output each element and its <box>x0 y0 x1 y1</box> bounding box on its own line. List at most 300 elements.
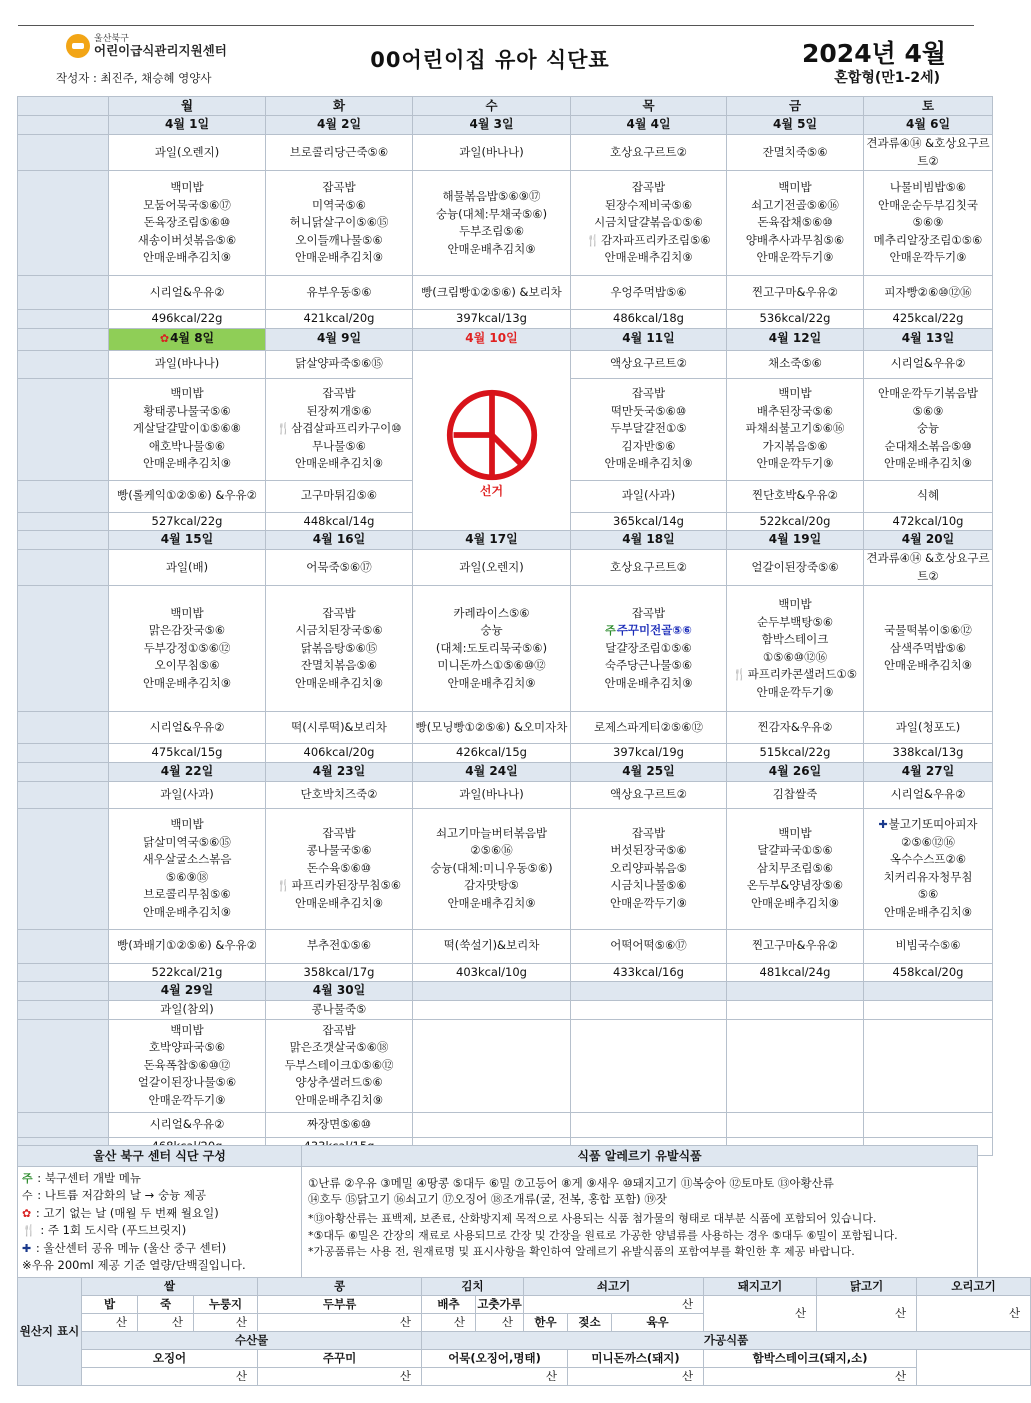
lunch-item: 허니닭살구이⑤⑥⑮ <box>289 215 389 230</box>
origin-sub-squid: 오징어 <box>82 1350 258 1368</box>
lunch-item: 백미밥 <box>778 597 812 611</box>
morning-snack-cell <box>727 1001 864 1020</box>
bukgu-menu-icon: 주 <box>22 1172 33 1185</box>
lunch-item: 양상추샐러드⑤⑥ <box>295 1075 383 1090</box>
lunch-item: 두부스테이크①⑤⑥⑫ <box>284 1057 394 1072</box>
date-cell: 4월 6일 <box>864 116 993 135</box>
origin-porridge-value: 산 <box>138 1314 194 1332</box>
row-label-afternoon <box>18 929 109 963</box>
lunch-item: 안매운배추김치⑨ <box>883 904 973 919</box>
lunch-cell <box>727 808 864 929</box>
lunch-cell <box>864 586 993 712</box>
allergy-info <box>302 1146 977 1279</box>
lunch-item: 새송이버섯볶음⑤⑥ <box>137 232 237 247</box>
row-label-morning <box>18 550 109 586</box>
origin-squid-value: 산 <box>82 1368 258 1386</box>
morning-snack-cell: 호상요구르트② <box>571 135 727 171</box>
kcal-cell: 515kcal/22g <box>727 744 864 763</box>
menu-legend <box>18 1146 302 1279</box>
legend-note: ※우유 200ml 제공 기준 열량/단백질입니다. <box>22 1258 246 1273</box>
morning-snack-cell: 과일(바나나) <box>413 135 571 171</box>
lunch-item <box>866 816 990 834</box>
legend-item <box>22 1205 297 1222</box>
row-label-date <box>18 762 109 781</box>
lunch-item: ②⑤⑥⑫⑯ <box>901 834 955 849</box>
lunch-item: 콩나물국⑤⑥ <box>306 843 372 858</box>
lunch-cell <box>571 171 727 276</box>
lunch-item-text: 주꾸미전골⑤⑥ <box>616 623 692 638</box>
dosirak-icon: 🍴 <box>276 879 291 893</box>
origin-group-duck: 오리고기 <box>917 1278 1031 1296</box>
lunch-item: 안매운깍두기⑨ <box>756 456 834 471</box>
lunch-item: 숭늉 <box>480 623 503 638</box>
kcal-cell: 338kcal/13g <box>864 744 993 763</box>
lunch-item: 김자반⑤⑥ <box>621 438 676 453</box>
meatless-day-icon: ✿ <box>159 332 170 346</box>
date-cell: 4월 22일 <box>109 762 266 781</box>
date-cell: 4월 20일 <box>864 531 993 550</box>
vote-stamp-icon <box>444 387 540 483</box>
lunch-item: 국물떡볶이⑤⑥⑫ <box>884 623 972 638</box>
lunch-item: 버섯된장국⑤⑥ <box>610 843 687 858</box>
row-label-kcal <box>18 512 109 531</box>
afternoon-snack-cell: 로제스파게티②⑤⑥⑫ <box>571 712 727 744</box>
afternoon-snack-cell: 시리얼&우유② <box>109 276 266 310</box>
lunch-cell <box>413 171 571 276</box>
row-label-lunch <box>18 586 109 712</box>
lunch-item: 해물볶음밥⑤⑥⑨⑰ <box>442 189 541 203</box>
morning-snack-cell <box>571 1001 727 1020</box>
lunch-item: 맑은감잣국⑤⑥ <box>148 623 226 638</box>
morning-snack-cell: 브로콜리당근죽⑤⑥ <box>266 135 413 171</box>
lunch-cell <box>571 808 727 929</box>
row-label-kcal <box>18 744 109 763</box>
lunch-item: 숭늉(대체:미니우동⑤⑥) <box>430 860 553 875</box>
lunch-item: 안매운깍두기⑨ <box>756 684 834 699</box>
date-cell: 4월 5일 <box>727 116 864 135</box>
lunch-item: 얼갈이된장나물⑤⑥ <box>137 1075 237 1090</box>
lunch-item: 시금치달걀볶음①⑤⑥ <box>594 215 703 230</box>
kcal-cell: 522kcal/21g <box>109 963 266 982</box>
row-label-date <box>18 982 109 1001</box>
origin-group-pork: 돼지고기 <box>704 1278 817 1296</box>
kcal-cell: 522kcal/20g <box>727 512 864 531</box>
year-month: 2024년 4월 <box>802 39 946 68</box>
lunch-cell <box>266 586 413 712</box>
date-cell: 4월 19일 <box>727 531 864 550</box>
dosirak-icon: 🍴 <box>22 1224 36 1238</box>
lunch-item: 닭볶음탕⑤⑥⑮ <box>300 640 378 655</box>
corner-cell <box>18 97 109 116</box>
lunch-item: 백미밥 <box>778 386 812 401</box>
afternoon-snack-cell: 우엉주먹밥⑤⑥ <box>571 276 727 310</box>
date-cell <box>727 982 864 1001</box>
row-label-lunch <box>18 171 109 276</box>
morning-snack-cell: 과일(참외) <box>109 1001 266 1020</box>
lunch-item: 옥수수스프②⑥ <box>889 852 967 866</box>
origin-group-seafood: 수산물 <box>82 1332 422 1350</box>
info-panel <box>17 1145 978 1280</box>
afternoon-snack-cell: 피자빵②⑥⑩⑫⑯ <box>864 276 993 310</box>
lunch-item: 안매운순두부김칫국⑤⑥⑨ <box>878 197 978 230</box>
date-cell: 4월 17일 <box>413 531 571 550</box>
origin-fishcake-value: 산 <box>422 1368 568 1386</box>
lunch-cell <box>109 586 266 712</box>
legend-item <box>22 1222 297 1239</box>
date-cell: 4월 4일 <box>571 116 727 135</box>
origin-webfoot-value: 산 <box>258 1368 422 1386</box>
origin-nurungji-value: 산 <box>194 1314 258 1332</box>
origin-sub-cabbage: 배추 <box>422 1296 476 1314</box>
lunch-item: 떡만둣국⑤⑥⑩ <box>610 403 687 418</box>
row-label-date <box>18 328 109 350</box>
morning-snack-cell: 어묵죽⑤⑥⑰ <box>266 550 413 586</box>
origin-table <box>17 1277 1031 1386</box>
lunch-cell <box>727 586 864 712</box>
lunch-cell <box>266 378 413 480</box>
date-cell: 4월 16일 <box>266 531 413 550</box>
afternoon-snack-cell: 과일(사과) <box>571 480 727 512</box>
lunch-item: 안매운배추김치⑨ <box>142 456 232 471</box>
lunch-item: 백미밥 <box>170 386 204 401</box>
lunch-item: 안매운배추김치⑨ <box>883 456 973 471</box>
lunch-item: 온두부&양념장⑤⑥ <box>746 878 844 893</box>
origin-cabbage-value: 산 <box>422 1314 476 1332</box>
lunch-item: 시금치된장국⑤⑥ <box>295 623 383 638</box>
morning-snack-cell: 과일(오렌지) <box>109 135 266 171</box>
kcal-cell: 481kcal/24g <box>727 963 864 982</box>
date-cell: 4월 25일 <box>571 762 727 781</box>
morning-snack-cell: 액상요구르트② <box>571 350 727 378</box>
kcal-cell: 358kcal/17g <box>266 963 413 982</box>
lunch-item: 안매운배추김치⑨ <box>294 675 384 690</box>
lunch-item: 안매운배추김치⑨ <box>294 895 384 910</box>
afternoon-snack-cell: 비빔국수⑤⑥ <box>864 929 993 963</box>
lunch-item: ②⑤⑥⑯ <box>470 843 513 858</box>
kcal-cell: 527kcal/22g <box>109 512 266 531</box>
morning-snack-cell: 채소죽⑤⑥ <box>727 350 864 378</box>
dosirak-icon: 🍴 <box>732 668 747 681</box>
morning-snack-cell: 김찹쌀죽 <box>727 781 864 808</box>
lunch-item: 치커리유자청무침 <box>883 869 973 884</box>
date-cell: 4월 27일 <box>864 762 993 781</box>
afternoon-snack-cell <box>727 1112 864 1137</box>
lunch-item: 황태콩나물국⑤⑥ <box>143 403 231 418</box>
lunch-item: 가지볶음⑤⑥ <box>762 438 828 453</box>
origin-sub-fishcake: 어묵(오징어,명태) <box>422 1350 568 1368</box>
lunch-item: 잡곡밥 <box>322 386 356 401</box>
lunch-cell <box>109 378 266 480</box>
kcal-cell: 365kcal/14g <box>571 512 727 531</box>
lunch-item: 잡곡밥 <box>631 180 666 195</box>
lunch-item: 오이들깨나물⑤⑥ <box>295 232 383 247</box>
kcal-cell: 421kcal/20g <box>266 310 413 329</box>
row-label-afternoon <box>18 276 109 310</box>
date-cell: 4월 29일 <box>109 982 266 1001</box>
lunch-item: 안매운깍두기⑨ <box>756 250 834 265</box>
lunch-item: 두부조림⑤⑥ <box>458 224 525 238</box>
menu-table <box>17 96 993 1156</box>
smile-logo-icon <box>66 34 90 58</box>
afternoon-snack-cell: 과일(청포도) <box>864 712 993 744</box>
legend-item-text: : 북구센터 개발 메뉴 <box>33 1171 142 1185</box>
date-cell: 4월 1일 <box>109 116 266 135</box>
afternoon-snack-cell: 시리얼&우유② <box>109 712 266 744</box>
date-cell: 4월 18일 <box>571 531 727 550</box>
legend-item-text: : 주 1회 도시락 (푸드브릿지) <box>36 1223 187 1238</box>
day-header: 화 <box>266 97 413 116</box>
kcal-cell: 475kcal/15g <box>109 744 266 763</box>
origin-minicutlet-value: 산 <box>568 1368 704 1386</box>
origin-sub-hanwoo: 한우 <box>524 1314 568 1332</box>
afternoon-snack-cell <box>571 1112 727 1137</box>
bukgu-menu-icon: 주 <box>605 624 616 638</box>
shared-menu-icon: ✚ <box>878 818 888 831</box>
allergy-title: 식품 알레르기 유발식품 <box>302 1146 977 1167</box>
lunch-item: 잡곡밥 <box>322 605 356 620</box>
lunch-item: 안매운배추김치⑨ <box>604 456 693 471</box>
lunch-item: 돈육잡채⑤⑥⑩ <box>757 215 833 230</box>
morning-snack-cell: 과일(사과) <box>109 781 266 808</box>
origin-duck-value: 산 <box>917 1296 1031 1332</box>
origin-sub-rice: 밥 <box>82 1296 138 1314</box>
lunch-item: 미역국⑤⑥ <box>312 197 366 212</box>
lunch-item: 백미밥 <box>170 1022 204 1037</box>
lunch-cell <box>571 586 727 712</box>
lunch-item: 메추리알장조림①⑤⑥ <box>873 232 983 247</box>
lunch-item: 숙주당근나물⑤⑥ <box>604 658 693 673</box>
afternoon-snack-cell <box>413 1112 571 1137</box>
morning-snack-cell: 과일(바나나) <box>109 350 266 378</box>
kcal-cell: 486kcal/18g <box>571 310 727 329</box>
lunch-item: 백미밥 <box>778 825 812 840</box>
lunch-item: 삼치무조림⑤⑥ <box>756 860 834 875</box>
afternoon-snack-cell: 부추전①⑤⑥ <box>266 929 413 963</box>
date-cell: 4월 26일 <box>727 762 864 781</box>
page-title: 00어린이집 유아 식단표 <box>370 48 610 72</box>
lunch-item: 안매운배추김치⑨ <box>447 675 536 690</box>
lunch-item: 숭늉 <box>916 421 940 436</box>
lunch-cell <box>571 378 727 480</box>
lunch-cell <box>864 171 993 276</box>
lunch-item-text: 파프리카콘샐러드①⑤ <box>747 667 858 681</box>
lunch-item: 된장수제비국⑤⑥ <box>604 197 693 212</box>
lunch-cell <box>727 1019 864 1112</box>
row-label-kcal <box>18 310 109 329</box>
lunch-item: 백미밥 <box>170 180 204 195</box>
morning-snack-cell <box>864 1001 993 1020</box>
lunch-item: 안매운배추김치⑨ <box>142 250 232 265</box>
lunch-item: 쇠고기전골⑤⑥⑯ <box>751 197 839 212</box>
afternoon-snack-cell: 찐고구마&우유② <box>727 929 864 963</box>
lunch-item: 닭살미역국⑤⑥⑮ <box>143 834 231 849</box>
origin-label: 원산지 표시 <box>18 1278 82 1386</box>
lunch-cell <box>864 378 993 480</box>
row-label-afternoon <box>18 712 109 744</box>
morning-snack-cell: 얼갈이된장죽⑤⑥ <box>727 550 864 586</box>
date-cell <box>571 982 727 1001</box>
lunch-cell <box>109 1019 266 1112</box>
date-cell: 4월 2일 <box>266 116 413 135</box>
origin-blank <box>917 1350 1031 1386</box>
lunch-cell <box>727 378 864 480</box>
lunch-item: 안매운배추김치⑨ <box>294 1092 384 1107</box>
origin-sub-porridge: 죽 <box>138 1296 194 1314</box>
afternoon-snack-cell: 고구마튀김⑤⑥ <box>266 480 413 512</box>
morning-snack-cell: 잔멸치죽⑤⑥ <box>727 135 864 171</box>
afternoon-snack-cell: 빵(모닝빵①②⑤⑥) &오미자차 <box>413 712 571 744</box>
afternoon-snack-cell: 빵(꽈배기①②⑤⑥) &우유② <box>109 929 266 963</box>
lunch-item: 맑은조갯살국⑤⑥⑱ <box>289 1040 389 1055</box>
date-cell: 4월 13일 <box>864 328 993 350</box>
lunch-item: 안매운배추김치⑨ <box>447 241 536 256</box>
lunch-item <box>729 666 861 684</box>
lunch-item: 잡곡밥 <box>322 825 356 840</box>
lunch-cell <box>109 808 266 929</box>
date-cell <box>109 328 266 350</box>
lunch-item: 잡곡밥 <box>322 180 356 195</box>
date-cell: 4월 10일 <box>413 328 571 350</box>
lunch-item: 숭늉(대체:무채국⑤⑥) <box>435 206 548 221</box>
allergy-note-2: *⑤대두 ⑥밀은 간장의 재료로 사용되므로 간장 및 간장을 원료로 가공한 양념류를 사용하는 경우 ⑤대두 ⑥밀이 포함됩니다. <box>308 1228 898 1242</box>
lunch-item: 안매운배추김치⑨ <box>294 250 384 265</box>
origin-chicken-value: 산 <box>817 1296 917 1332</box>
row-label-afternoon <box>18 480 109 512</box>
origin-rice-value: 산 <box>82 1314 138 1332</box>
row-label-date <box>18 531 109 550</box>
sodium-day-icon: 수 <box>22 1189 33 1203</box>
origin-group-bean: 콩 <box>258 1278 422 1296</box>
lunch-item: 순두부백탕⑤⑥ <box>756 614 834 629</box>
origin-sub-dairy: 젖소 <box>568 1314 612 1332</box>
legend-item <box>22 1170 297 1187</box>
row-label-kcal <box>18 963 109 982</box>
lunch-item: 오이무침⑤⑥ <box>154 658 220 673</box>
kcal-cell: 397kcal/19g <box>571 744 727 763</box>
date-cell: 4월 30일 <box>266 982 413 1001</box>
origin-group-rice: 쌀 <box>82 1278 258 1296</box>
afternoon-snack-cell: 떡(쑥설기)&보리차 <box>413 929 571 963</box>
origin-tofu-value: 산 <box>258 1314 422 1332</box>
lunch-item: 순대채소볶음⑤⑩ <box>884 438 972 453</box>
lunch-cell <box>864 808 993 929</box>
origin-group-kimchi: 김치 <box>422 1278 524 1296</box>
kcal-cell: 536kcal/22g <box>727 310 864 329</box>
origin-sub-hamburg: 함박스테이크(돼지,소) <box>704 1350 917 1368</box>
lunch-item: 백미밥 <box>170 605 204 620</box>
center-logo <box>66 34 227 58</box>
morning-snack-cell: 견과류④⑭ &호상요구르트② <box>864 550 993 586</box>
day-header: 금 <box>727 97 864 116</box>
date-text: 4월 8일 <box>170 331 215 346</box>
lunch-item: 애호박나물⑤⑥ <box>148 438 226 453</box>
lunch-item: 안매운깍두기⑨ <box>889 250 967 265</box>
lunch-cell <box>727 171 864 276</box>
morning-snack-cell <box>413 1001 571 1020</box>
lunch-cell <box>109 171 266 276</box>
kcal-cell: 448kcal/14g <box>266 512 413 531</box>
lunch-item-text: 감자파프리카조림⑤⑥ <box>601 232 711 247</box>
origin-sub-nurungji: 누룽지 <box>194 1296 258 1314</box>
lunch-item: 안매운배추김치⑨ <box>750 895 840 910</box>
lunch-item: 잔멸치볶음⑤⑥ <box>300 658 378 673</box>
allergy-list-1: ①난류 ②우유 ③메밀 ④땅콩 ⑤대두 ⑥밀 ⑦고등어 ⑧게 ⑨새우 ⑩돼지고기 ⑪복숭아 ⑫토마토 ⑬아황산류 <box>308 1176 834 1190</box>
lunch-item <box>573 622 724 640</box>
kcal-cell: 403kcal/10g <box>413 963 571 982</box>
lunch-item: 잡곡밥 <box>631 386 666 401</box>
date-cell: 4월 23일 <box>266 762 413 781</box>
author-line: 작성자 : 최진주, 채승혜 영양사 <box>56 71 212 85</box>
lunch-item: 게살달걀말이①⑤⑥⑧ <box>133 421 241 436</box>
afternoon-snack-cell: 빵(크림빵①②⑤⑥) &보리차 <box>413 276 571 310</box>
election-label: 선거 <box>479 483 504 498</box>
lunch-item: 나물비빔밥⑤⑥ <box>889 180 967 195</box>
lunch-item: 오리양파볶음⑤ <box>610 860 687 875</box>
morning-snack-cell: 액상요구르트② <box>571 781 727 808</box>
logo-name: 어린이급식관리지원센터 <box>94 43 227 59</box>
lunch-item: 달걀파국①⑤⑥ <box>757 843 833 858</box>
origin-group-chicken: 닭고기 <box>817 1278 917 1296</box>
kcal-cell: 472kcal/10g <box>864 512 993 531</box>
top-rule <box>18 25 974 26</box>
morning-snack-cell: 시리얼&우유② <box>864 350 993 378</box>
lunch-item: 돈수육⑤⑥⑩ <box>306 860 372 875</box>
lunch-item: 백미밥 <box>778 180 812 195</box>
kcal-cell: 425kcal/22g <box>864 310 993 329</box>
day-header: 월 <box>109 97 266 116</box>
origin-sub-yukwoo: 육우 <box>612 1314 704 1332</box>
lunch-item: 돈육폭찹⑤⑥⑩⑫ <box>143 1057 231 1072</box>
shared-menu-icon: ✚ <box>22 1241 32 1255</box>
morning-snack-cell: 과일(오렌지) <box>413 550 571 586</box>
legend-item-text: : 나트륨 저감화의 날 → 숭늉 제공 <box>33 1188 207 1203</box>
date-cell: 4월 24일 <box>413 762 571 781</box>
origin-beef-value: 산 <box>524 1296 704 1314</box>
origin-sub-chili: 고춧가루 <box>476 1296 524 1314</box>
dosirak-icon: 🍴 <box>276 422 291 436</box>
origin-sub-webfoot: 주꾸미 <box>258 1350 422 1368</box>
origin-hamburg-value: 산 <box>704 1368 917 1386</box>
date-cell <box>864 982 993 1001</box>
morning-snack-cell: 콩나물죽⑤ <box>266 1001 413 1020</box>
afternoon-snack-cell: 빵(롤케익①②⑤⑥) &우유② <box>109 480 266 512</box>
afternoon-snack-cell: 식혜 <box>864 480 993 512</box>
kcal-cell: 397kcal/13g <box>413 310 571 329</box>
morning-snack-cell: 단호박치즈죽② <box>266 781 413 808</box>
afternoon-snack-cell: 유부우동⑤⑥ <box>266 276 413 310</box>
lunch-item: 잡곡밥 <box>631 605 666 620</box>
lunch-item: 돈육장조림⑤⑥⑩ <box>143 215 231 230</box>
meatless-day-icon: ✿ <box>22 1206 32 1220</box>
lunch-item: 안매운깍두기볶음밥⑤⑥⑨ <box>878 386 978 418</box>
lunch-item: 두부강정①⑤⑥⑫ <box>143 640 231 655</box>
lunch-item: 잡곡밥 <box>322 1022 356 1037</box>
lunch-item: 미니돈까스①⑤⑥⑩⑫ <box>437 658 546 673</box>
lunch-item: 백미밥 <box>170 817 204 831</box>
legend-item-text: : 울산센터 공유 메뉴 (울산 중구 센터) <box>32 1240 227 1255</box>
origin-group-beef: 쇠고기 <box>524 1278 704 1296</box>
afternoon-snack-cell <box>864 1112 993 1137</box>
lunch-item <box>573 232 724 250</box>
lunch-item: 안매운배추김치⑨ <box>883 658 973 673</box>
lunch-item: 잡곡밥 <box>631 825 666 840</box>
lunch-item: 안매운배추김치⑨ <box>142 904 232 919</box>
legend-title: 울산 북구 센터 식단 구성 <box>18 1146 301 1167</box>
lunch-cell <box>413 1019 571 1112</box>
date-cell: 4월 15일 <box>109 531 266 550</box>
row-label-morning <box>18 135 109 171</box>
origin-sub-minicutlet: 미니돈까스(돼지) <box>568 1350 704 1368</box>
